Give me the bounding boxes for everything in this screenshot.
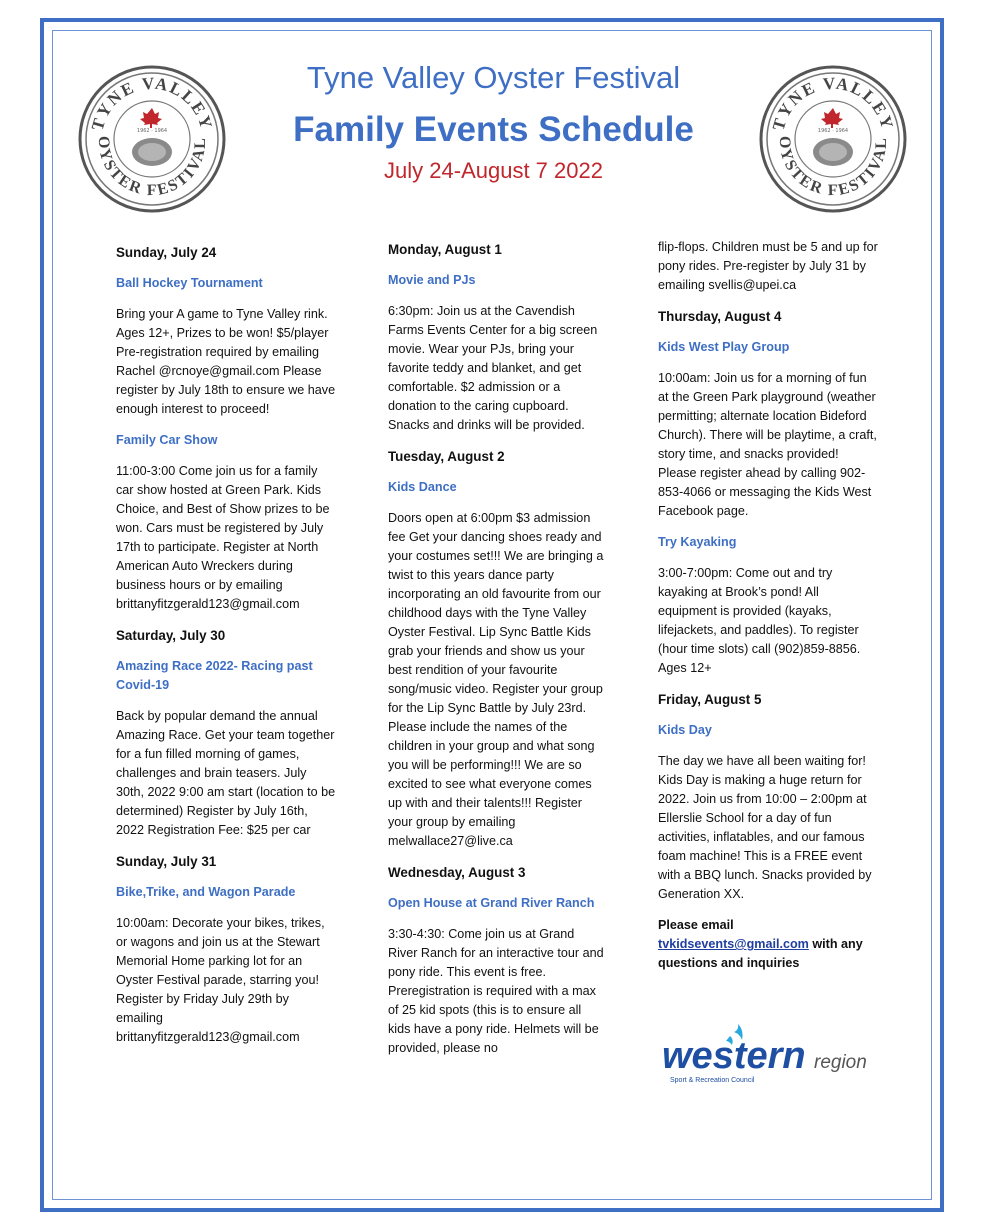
svg-text:western: western [662, 1035, 806, 1077]
svg-text:1962 · 1964: 1962 · 1964 [817, 128, 849, 134]
svg-text:Sport & Recreation Council: Sport & Recreation Council [670, 1077, 755, 1084]
event-description: The day we have all been waiting for! Kids Day is making a huge return for 2022. Join us from 10:00 – 2:00pm at Ellerslie School for a day of fun activities, inflatables, and our famous foam machine! This is a FREE event with a BBQ lunch. Snacks provided by Generation XX. [658, 754, 872, 901]
column-2 [388, 240, 606, 1070]
event-description: 10:00am: Decorate your bikes, trikes, or wagons and join us at the Stewart Memorial Home parking lot for an Oyster Festival parade, starring you! Register by Friday July 29th by emailing brittanyfitzgerald123@gmail.com [116, 916, 325, 1044]
contact-email-link[interactable]: tvkidsevents@gmail.com [658, 937, 809, 951]
event-description: 11:00-3:00 Come join us for a family car show hosted at Green Park. Kids Choice, and Best of Show prizes to be won. Cars must be registered by July 17th to participate. Register at North American Auto Wreckers during business hours or by emailing brittanyfitzgerald123@gmail.com [116, 464, 330, 611]
event-title: Movie and PJs [388, 273, 476, 287]
event-description: 6:30pm: Join us at the Cavendish Farms Events Center for a big screen movie. Wear your PJs, bring your favorite teddy and blanket, and get comfortable. $2 admission or a donation to the caring cupboard. Snacks and drinks will be provided. [388, 304, 598, 432]
event-title: Kids Dance [388, 480, 457, 494]
day-heading: Friday, August 5 [658, 692, 762, 707]
schedule-title: Family Events Schedule [293, 110, 694, 149]
contact-suffix: with any questions and inquiries [658, 937, 863, 970]
contact-prefix: Please email [658, 918, 734, 932]
day-heading: Saturday, July 30 [116, 628, 226, 643]
event-description: 3:30-4:30: Come join us at Grand River Ranch for an interactive tour and pony ride. This event is free. Preregistration is required with a max of 25 kid spots (this is to ensure all kids have a pony ride. Helmets will be provided, please no [388, 927, 604, 1055]
event-title: Kids West Play Group [658, 340, 790, 354]
day-heading: Sunday, July 31 [116, 854, 217, 869]
day-heading: Monday, August 1 [388, 242, 502, 257]
day-heading: Thursday, August 4 [658, 309, 782, 324]
event-title: Kids Day [658, 723, 712, 737]
svg-text:OYSTER FESTIVAL: OYSTER FESTIVAL [94, 135, 210, 200]
event-description: 3:00-7:00pm: Come out and try kayaking at Brook’s pond! All equipment is provided (kayaks, lifejackets, and paddles). To register (hour time slots) call (902)859-8856. Ages 12+ [658, 566, 861, 675]
event-title: Family Car Show [116, 433, 218, 447]
event-title: Try Kayaking [658, 535, 737, 549]
event-description: Doors open at 6:00pm $3 admission fee Get your dancing shoes ready and your costumes set!!! We are bringing a twist to this years dance party incorporating an old favourite from our childhood days with the Tyne Valley Oyster Festival. Lip Sync Battle Kids grab your friends and show us your best rendition of your favourite song/music video. Register your group for the Lip Sync Battle by July 23rd. Please include the names of the children in your group and what song you will be performing!!! We are so excited to see what everyone comes up with and their talents!!! Register your group by emailing melwallace27@live.ca [388, 511, 604, 848]
svg-text:TYNE VALLEY: TYNE VALLEY [768, 73, 898, 133]
event-title: Bike,Trike, and Wagon Parade [116, 885, 296, 899]
svg-text:region: region [814, 1052, 867, 1073]
event-description-continued: flip-flops. Children must be 5 and up for pony rides. Pre-register by July 31 by emailing svellis@upei.ca [658, 240, 878, 292]
festival-dates: July 24-August 7 2022 [384, 158, 603, 183]
event-title: Open House at Grand River Ranch [388, 896, 595, 910]
svg-text:OYSTER FESTIVAL: OYSTER FESTIVAL [775, 135, 891, 200]
festival-title: Tyne Valley Oyster Festival [306, 60, 681, 95]
column-1 [116, 243, 336, 1059]
event-title: Ball Hockey Tournament [116, 276, 263, 290]
day-heading: Sunday, July 24 [116, 245, 217, 260]
column-3 [658, 238, 880, 985]
contact-info [658, 916, 880, 973]
event-description: Back by popular demand the annual Amazing Race. Get your team together for a fun filled morning of games, challenges and brain teasers. July 30th, 2022 9:00 am start (location to be determined) Register by July 16th, 2022 Registration Fee: $25 per car [116, 709, 336, 837]
event-description: Bring your A game to Tyne Valley rink. Ages 12+, Prizes to be won! $5/player Pre-registration required by emailing Rachel @rcnoye@gmail.com Please register by July 18th to ensure we have enough interest to proceed! [116, 307, 336, 416]
event-description: 10:00am: Join us for a morning of fun at the Green Park playground (weather permitting; alternate location Bideford Church). There will be playtime, a craft, story time, and snacks provided! Please register ahead by calling 902-853-4066 or messaging the Kids West Facebook page. [658, 371, 877, 518]
svg-text:TYNE VALLEY: TYNE VALLEY [87, 73, 217, 133]
day-heading: Wednesday, August 3 [388, 865, 526, 880]
event-title: Amazing Race 2022- Racing past Covid-19 [116, 659, 313, 692]
svg-text:1962 · 1964: 1962 · 1964 [136, 128, 168, 134]
western-region-logo [660, 1020, 870, 1090]
day-heading: Tuesday, August 2 [388, 449, 505, 464]
